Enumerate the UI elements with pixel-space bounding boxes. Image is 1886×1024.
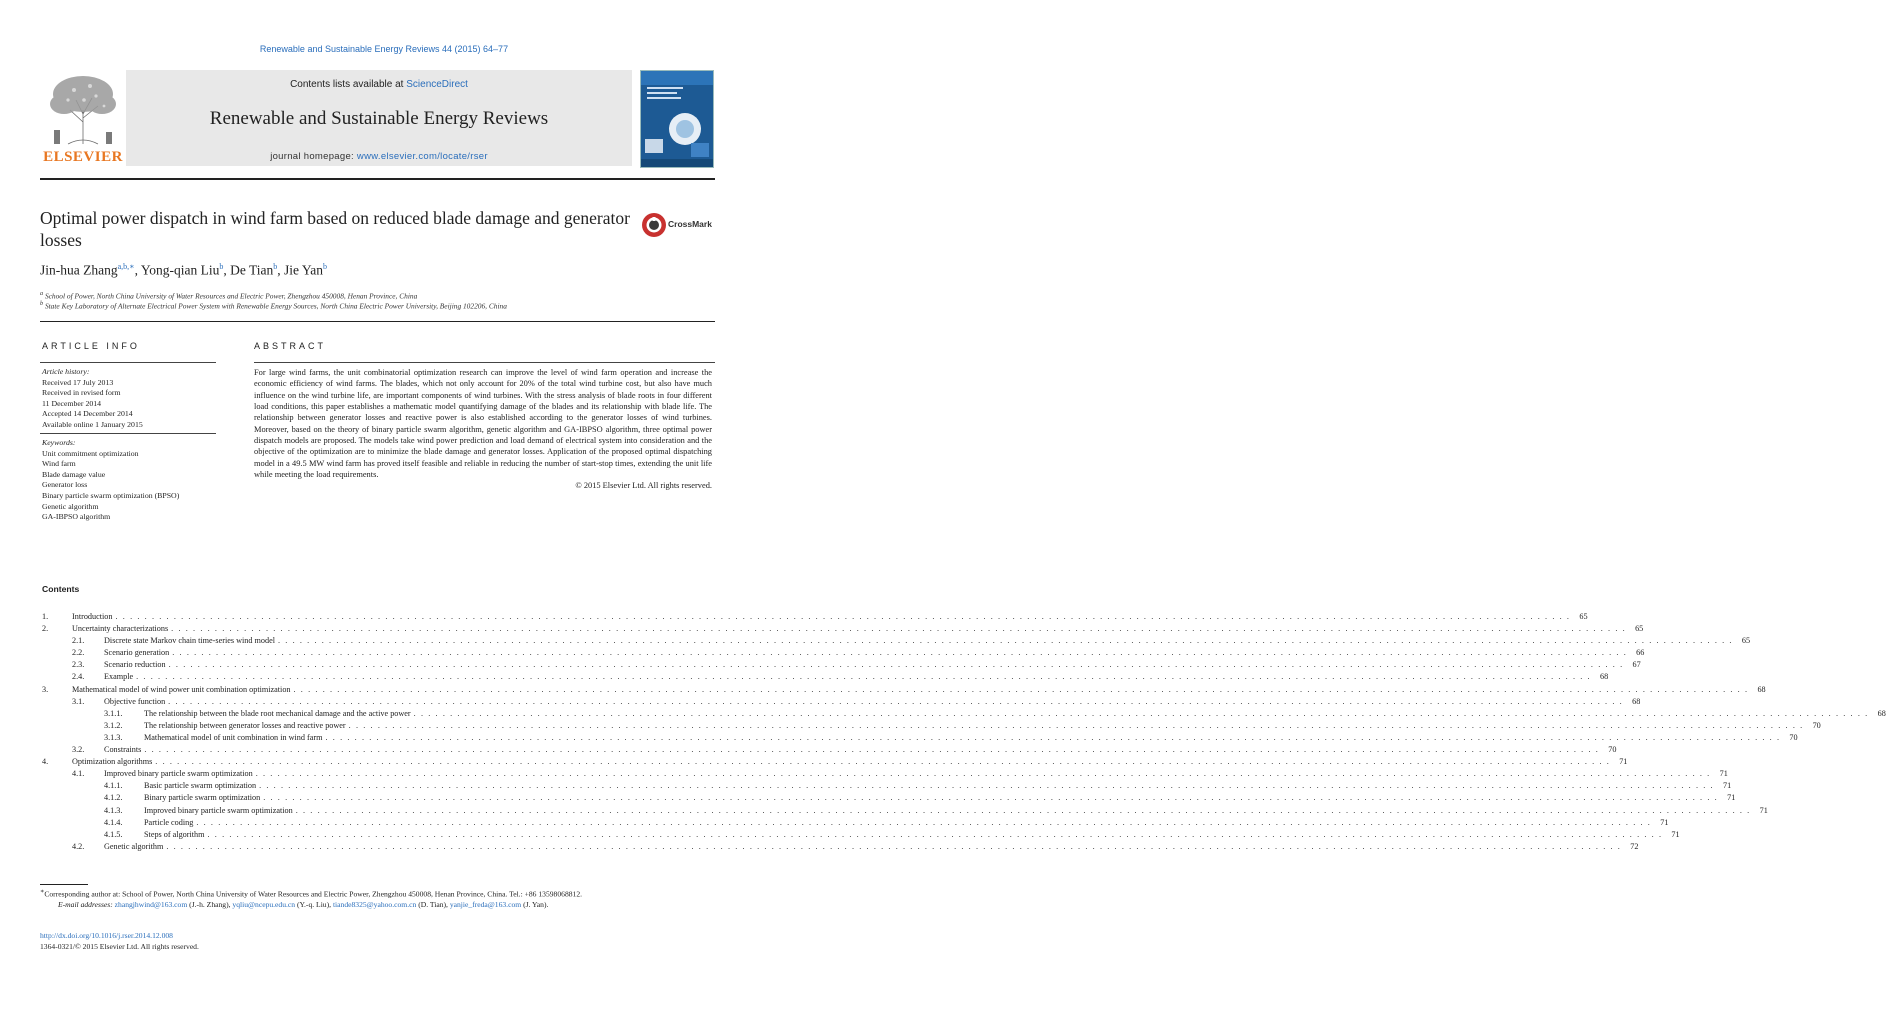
contents-available-line (126, 79, 632, 90)
toc-page: 65 (1635, 624, 1644, 634)
toc-entry[interactable] (42, 756, 1628, 768)
toc-leader: . . . . . . . . . . . . . . . . . . . . . . . . . . . . . . . . . . . . . . . . . . . . . . . . . . . . . . . . . . . . . . . . . . . . . . . . . . . . . . . . . . . . . . . . . . . . . . . . . . . . . . . . . . . . . . . . . . . . . . . . . . . . . . . . . . . . . . . . . . . . . . . . . . . . . . . . . . . . . . . . . . . . . . . . . . . . . . . . . . . . . . . . . . . . . . . . . . . . . . . . (277, 636, 1734, 646)
toc-page: 71 (1727, 793, 1736, 803)
toc-number: 4.1.5. (104, 829, 123, 839)
toc-title: Basic particle swarm optimization (144, 781, 257, 791)
contents-heading: Contents (42, 584, 80, 594)
toc-page: 70 (1812, 720, 1821, 730)
toc-leader: . . . . . . . . . . . . . . . . . . . . . . . . . . . . . . . . . . . . . . . . . . . . . . . . . . . . . . . . . . . . . . . . . . . . . . . . . . . . . . . . . . . . . . . . . . . . . . . . . . . . . . . . . . . . . . . . . . . . . . . . . . . . . . . . . . . . . . . . . . . . . . . . . . . . . . . . . . . . . . . . . . . . . . . . . . . . . . . . . . . . . . . . . . . . . . . . . . . . . . . . (166, 841, 1622, 851)
keyword: Binary particle swarm optimization (BPSO) (42, 490, 180, 500)
author-name[interactable]: Jin-hua Zhang (40, 262, 118, 278)
article-info-heading: ARTICLE INFO (42, 341, 140, 351)
crossmark-icon (641, 211, 667, 239)
toc-number: 3.1. (72, 696, 85, 706)
email-owner: (J.-h. Zhang), (189, 900, 231, 910)
email-label: E-mail addresses: (58, 900, 113, 910)
toc-page: 70 (1608, 745, 1617, 755)
toc-leader: . . . . . . . . . . . . . . . . . . . . . . . . . . . . . . . . . . . . . . . . . . . . . . . . . . . . . . . . . . . . . . . . . . . . . . . . . . . . . . . . . . . . . . . . . . . . . . . . . . . . . . . . . . . . . . . . . . . . . . . . . . . . . . . . . . . . . . . . . . . . . . . . . . . . . . . . . . . . . . . . . . . . . . . . . . . . . . . . . . . . . . . . . . . . . . . . . . . . . . . . (263, 793, 1719, 803)
toc-leader: . . . . . . . . . . . . . . . . . . . . . . . . . . . . . . . . . . . . . . . . . . . . . . . . . . . . . . . . . . . . . . . . . . . . . . . . . . . . . . . . . . . . . . . . . . . . . . . . . . . . . . . . . . . . . . . . . . . . . . . . . . . . . . . . . . . . . . . . . . . . . . . . . . . . . . . . . . . . . . . . . . . . . . . . . . . . . . . . . . . . . . . . . . . . . . . . . . . . . . . . (196, 817, 1652, 827)
toc-page: 72 (1630, 841, 1639, 851)
toc-page: 66 (1636, 648, 1645, 658)
toc-leader: . . . . . . . . . . . . . . . . . . . . . . . . . . . . . . . . . . . . . . . . . . . . . . . . . . . . . . . . . . . . . . . . . . . . . . . . . . . . . . . . . . . . . . . . . . . . . . . . . . . . . . . . . . . . . . . . . . . . . . . . . . . . . . . . . . . . . . . . . . . . . . . . . . . . . . . . . . . . . . . . . . . . . . . . . . . . . . . . . . . . . . . . . . . . . . . . . . . . . . . . (144, 745, 1600, 755)
toc-page: 68 (1877, 708, 1886, 718)
history-item: Received 17 July 2013 (42, 377, 114, 387)
email-link[interactable]: yanjie_freda@163.com (449, 900, 522, 910)
toc-leader: . . . . . . . . . . . . . . . . . . . . . . . . . . . . . . . . . . . . . . . . . . . . . . . . . . . . . . . . . . . . . . . . . . . . . . . . . . . . . . . . . . . . . . . . . . . . . . . . . . . . . . . . . . . . . . . . . . . . . . . . . . . . . . . . . . . . . . . . . . . . . . . . . . . . . . . . . . . . . . . . . . . . . . . . . . . . . . . . . . . . . . . . . . . . . . . . . . . . . . . . (325, 732, 1781, 742)
crossmark-label: CrossMark (668, 219, 712, 229)
toc-number: 2.4. (72, 672, 85, 682)
toc-number: 4.1.3. (104, 805, 123, 815)
toc-entry[interactable] (42, 817, 1669, 829)
toc-leader: . . . . . . . . . . . . . . . . . . . . . . . . . . . . . . . . . . . . . . . . . . . . . . . . . . . . . . . . . . . . . . . . . . . . . . . . . . . . . . . . . . . . . . . . . . . . . . . . . . . . . . . . . . . . . . . . . . . . . . . . . . . . . . . . . . . . . . . . . . . . . . . . . . . . . . . . . . . . . . . . . . . . . . . . . . . . . . . . . . . . . . . . . . . . . . . . . . . . . . . . (171, 624, 1627, 634)
toc-leader: . . . . . . . . . . . . . . . . . . . . . . . . . . . . . . . . . . . . . . . . . . . . . . . . . . . . . . . . . . . . . . . . . . . . . . . . . . . . . . . . . . . . . . . . . . . . . . . . . . . . . . . . . . . . . . . . . . . . . . . . . . . . . . . . . . . . . . . . . . . . . . . . . . . . . . . . . . . . . . . . . . . . . . . . . . . . . . . . . . . . . . . . . . . . . . . . . . . . . . . . (115, 612, 1571, 621)
toc-number: 1. (42, 612, 49, 621)
toc-number: 3.1.2. (104, 720, 123, 730)
toc-title: Objective function (104, 696, 166, 706)
toc-title: The relationship between the blade root mechanical damage and the active power (144, 708, 411, 718)
elsevier-wordmark: ELSEVIER (43, 149, 123, 165)
toc-leader: . . . . . . . . . . . . . . . . . . . . . . . . . . . . . . . . . . . . . . . . . . . . . . . . . . . . . . . . . . . . . . . . . . . . . . . . . . . . . . . . . . . . . . . . . . . . . . . . . . . . . . . . . . . . . . . . . . . . . . . . . . . . . . . . . . . . . . . . . . . . . . . . . . . . . . . . . . . . . . . . . . . . . . . . . . . . . . . . . . . . . . . . . . . . . . . . . . . . . . . . (207, 829, 1663, 839)
toc-page: 65 (1741, 636, 1751, 646)
keywords (42, 438, 218, 523)
toc-page: 71 (1671, 829, 1680, 839)
toc-number: 4.1.2. (104, 793, 123, 803)
toc-page: 71 (1660, 817, 1669, 827)
author-separator: , (134, 262, 141, 278)
toc-page: 71 (1759, 805, 1768, 815)
toc-entry[interactable] (42, 841, 1639, 853)
email-link[interactable]: tiande8325@yahoo.com.cn (332, 900, 417, 910)
toc-page: 71 (1723, 781, 1732, 791)
abstract-copyright: © 2015 Elsevier Ltd. All rights reserved. (575, 481, 712, 491)
toc-entry[interactable] (42, 829, 1680, 841)
toc-page: 70 (1789, 732, 1798, 742)
toc-entry[interactable] (42, 671, 1609, 683)
abstract-text: For large wind farms, the unit combinatorial optimization research can improve the level of wind farm operation and increase the economic efficiency of wind farms. The blades, which not only account for 20% of the total wind turbine cost, but also have much influence on the wind turbine life, are important components of wind turbines. With the stress analysis of blade roots in four different load conditions, this paper establishes a mathematic model quantifying damage of the blades and its relationship with blade life. The relationship between generator losses and reactive power is also established according to the generator losses of wind turbines. Moreover, based on the theory of binary particle swarm algorithm, genetic algorithm and GA-IBPSO algorithm, three optimal power dispatch models are proposed. The models take wind power prediction and load demand of electrical system into consideration and the objective of the optimization are to minimize the blade damage and generator losses. Application of the proposed optimal dispatching model in a 49.5 MW wind farm has proved itself feasible and reliable in reducing the number of start-stop times, extending the unit life while meeting the load requirements. (254, 368, 712, 480)
elsevier-logo (40, 70, 126, 166)
toc-leader: . . . . . . . . . . . . . . . . . . . . . . . . . . . . . . . . . . . . . . . . . . . . . . . . . . . . . . . . . . . . . . . . . . . . . . . . . . . . . . . . . . . . . . . . . . . . . . . . . . . . . . . . . . . . . . . . . . . . . . . . . . . . . . . . . . . . . . . . . . . . . . . . . . . . . . . . . . . . . . . . . . . . . . . . . . . . . . . . . . . . . . . . . . . . . . . . . . . . . . . . (136, 672, 1592, 682)
toc-entry[interactable] (42, 780, 1732, 792)
author-name[interactable]: Jie Yan (284, 262, 324, 278)
keywords-label: Keywords: (42, 438, 76, 447)
affiliation-mark: b (40, 301, 44, 307)
email-link[interactable]: zhangjhwind@163.com (114, 900, 188, 910)
masthead-banner (126, 70, 632, 166)
author-separator: , (223, 262, 231, 278)
toc-title: Mathematical model of wind power unit combination optimization (72, 684, 291, 694)
toc-title: Uncertainty characterizations (72, 624, 169, 634)
toc-entry[interactable] (42, 659, 1641, 671)
keyword: Genetic algorithm (42, 501, 99, 511)
journal-reference-link[interactable]: Renewable and Sustainable Energy Reviews 44 (2015) 64–77 (259, 44, 509, 54)
keyword: GA-IBPSO algorithm (42, 512, 111, 522)
toc-entry[interactable] (42, 720, 1821, 732)
author-list (40, 262, 715, 279)
doi-block (40, 931, 199, 953)
toc-page: 71 (1719, 769, 1728, 779)
email-link[interactable]: yqliu@ncepu.edu.cn (232, 900, 296, 910)
journal-homepage-line (126, 151, 632, 162)
toc-title: The relationship between generator losses and reactive power (144, 720, 346, 730)
contents-prefix: Contents lists available at (290, 79, 407, 90)
toc-number: 3. (42, 684, 49, 694)
footnote-rule (40, 884, 88, 885)
toc-title: Genetic algorithm (104, 841, 164, 851)
toc-leader: . . . . . . . . . . . . . . . . . . . . . . . . . . . . . . . . . . . . . . . . . . . . . . . . . . . . . . . . . . . . . . . . . . . . . . . . . . . . . . . . . . . . . . . . . . . . . . . . . . . . . . . . . . . . . . . . . . . . . . . . . . . . . . . . . . . . . . . . . . . . . . . . . . . . . . . . . . . . . . . . . . . . . . . . . . . . . . . . . . . . . . . . . . . . . . . . . . . . . . . . (259, 781, 1715, 791)
toc-title: Example (104, 672, 134, 682)
toc-number: 4.1. (72, 769, 85, 779)
toc-entry[interactable] (42, 708, 1886, 720)
toc-number: 2.1. (72, 636, 85, 646)
toc-number: 2. (42, 624, 49, 634)
toc-entry[interactable] (42, 805, 1768, 817)
keyword: Unit commitment optimization (42, 448, 139, 458)
abstract-heading: ABSTRACT (254, 341, 327, 351)
article-info-divider (40, 433, 216, 434)
toc-entry[interactable] (42, 684, 1766, 696)
toc-number: 3.1.1. (104, 708, 123, 718)
footnote-mark: ∗ (40, 888, 45, 895)
author-name[interactable]: De Tian (230, 262, 274, 278)
table-of-contents (42, 611, 1886, 853)
toc-entry[interactable] (42, 744, 1617, 756)
toc-title: Introduction (72, 612, 113, 621)
keyword: Wind farm (42, 459, 76, 469)
toc-title: Constraints (104, 745, 142, 755)
toc-title: Particle coding (144, 817, 194, 827)
doi-link[interactable]: http://dx.doi.org/10.1016/j.rser.2014.12.008 (40, 931, 173, 940)
history-item: 11 December 2014 (42, 398, 102, 408)
corresponding-text: Corresponding author at: School of Power, North China University of Water Resources and Electric Power, Zhengzhou 450008, Henan Province, China. Tel.: +86 13598068812. (44, 889, 583, 899)
abstract-rule (254, 362, 715, 363)
section-rule (40, 321, 715, 322)
journal-masthead (40, 70, 715, 168)
toc-entry[interactable] (42, 768, 1728, 780)
email-owner: (Y.-q. Liu), (297, 900, 332, 910)
article-history-label: Article history: (42, 367, 90, 376)
header-rule (40, 178, 715, 180)
toc-leader: . . . . . . . . . . . . . . . . . . . . . . . . . . . . . . . . . . . . . . . . . . . . . . . . . . . . . . . . . . . . . . . . . . . . . . . . . . . . . . . . . . . . . . . . . . . . . . . . . . . . . . . . . . . . . . . . . . . . . . . . . . . . . . . . . . . . . . . . . . . . . . . . . . . . . . . . . . . . . . . . . . . . . . . . . . . . . . . . . . . . . . . . . . . . . . . . . . . . . . . . (413, 708, 1869, 718)
toc-leader: . . . . . . . . . . . . . . . . . . . . . . . . . . . . . . . . . . . . . . . . . . . . . . . . . . . . . . . . . . . . . . . . . . . . . . . . . . . . . . . . . . . . . . . . . . . . . . . . . . . . . . . . . . . . . . . . . . . . . . . . . . . . . . . . . . . . . . . . . . . . . . . . . . . . . . . . . . . . . . . . . . . . . . . . . . . . . . . . . . . . . . . . . . . . . . . . . . . . . . . . (172, 648, 1628, 658)
keyword: Generator loss (42, 480, 88, 490)
history-item: Available online 1 January 2015 (42, 419, 143, 429)
toc-number: 4. (42, 757, 49, 767)
toc-entry[interactable] (42, 611, 1588, 623)
toc-entry[interactable] (42, 623, 1644, 635)
toc-number: 4.2. (72, 841, 85, 851)
toc-title: Steps of algorithm (144, 829, 205, 839)
affiliation (40, 291, 715, 300)
journal-title: Renewable and Sustainable Energy Reviews (209, 108, 549, 129)
toc-title: Binary particle swarm optimization (144, 793, 261, 803)
toc-leader: . . . . . . . . . . . . . . . . . . . . . . . . . . . . . . . . . . . . . . . . . . . . . . . . . . . . . . . . . . . . . . . . . . . . . . . . . . . . . . . . . . . . . . . . . . . . . . . . . . . . . . . . . . . . . . . . . . . . . . . . . . . . . . . . . . . . . . . . . . . . . . . . . . . . . . . . . . . . . . . . . . . . . . . . . . . . . . . . . . . . . . . . . . . . . . . . . . . . . . . . (155, 757, 1611, 767)
author-affiliation-mark[interactable]: a,b,∗ (117, 262, 135, 271)
email-owner: (D. Tian), (418, 900, 448, 910)
toc-leader: . . . . . . . . . . . . . . . . . . . . . . . . . . . . . . . . . . . . . . . . . . . . . . . . . . . . . . . . . . . . . . . . . . . . . . . . . . . . . . . . . . . . . . . . . . . . . . . . . . . . . . . . . . . . . . . . . . . . . . . . . . . . . . . . . . . . . . . . . . . . . . . . . . . . . . . . . . . . . . . . . . . . . . . . . . . . . . . . . . . . . . . . . . . . . . . . . . . . . . . . (168, 696, 1624, 706)
author-affiliation-mark[interactable]: b (273, 262, 278, 271)
toc-leader: . . . . . . . . . . . . . . . . . . . . . . . . . . . . . . . . . . . . . . . . . . . . . . . . . . . . . . . . . . . . . . . . . . . . . . . . . . . . . . . . . . . . . . . . . . . . . . . . . . . . . . . . . . . . . . . . . . . . . . . . . . . . . . . . . . . . . . . . . . . . . . . . . . . . . . . . . . . . . . . . . . . . . . . . . . . . . . . . . . . . . . . . . . . . . . . . . . . . . . . . (168, 660, 1624, 670)
toc-page: 68 (1632, 696, 1641, 706)
toc-number: 2.2. (72, 648, 85, 658)
toc-entry[interactable] (42, 635, 1751, 647)
history-item: Accepted 14 December 2014 (42, 409, 133, 419)
toc-entry[interactable] (42, 696, 1641, 708)
article-info-rule (40, 362, 216, 363)
paper-title: Optimal power dispatch in wind farm based on reduced blade damage and generator losses (40, 208, 630, 250)
toc-page: 71 (1619, 757, 1628, 767)
affiliation-text: State Key Laboratory of Alternate Electrical Power System with Renewable Energy Sources, North China Electric Power University, Beijing 102206, China (44, 301, 507, 311)
author-name[interactable]: Yong-qian Liu (140, 262, 220, 278)
toc-number: 2.3. (72, 660, 85, 670)
corresponding-author-footnote (40, 887, 715, 911)
toc-page: 68 (1600, 672, 1609, 682)
toc-title: Improved binary particle swarm optimization (144, 805, 293, 815)
toc-title: Improved binary particle swarm optimization (104, 769, 253, 779)
toc-number: 3.2. (72, 745, 85, 755)
toc-page: 65 (1579, 612, 1588, 621)
elsevier-tree-icon (40, 70, 126, 148)
toc-leader: . . . . . . . . . . . . . . . . . . . . . . . . . . . . . . . . . . . . . . . . . . . . . . . . . . . . . . . . . . . . . . . . . . . . . . . . . . . . . . . . . . . . . . . . . . . . . . . . . . . . . . . . . . . . . . . . . . . . . . . . . . . . . . . . . . . . . . . . . . . . . . . . . . . . . . . . . . . . . . . . . . . . . . . . . . . . . . . . . . . . . . . . . . . . . . . . . . . . . . . . (255, 769, 1711, 779)
affiliation (40, 301, 715, 310)
homepage-prefix: journal homepage: (270, 151, 357, 162)
keyword: Blade damage value (42, 469, 106, 479)
toc-title: Discrete state Markov chain time-series wind model (104, 636, 275, 646)
toc-title: Mathematical model of unit combination in wind farm (144, 732, 323, 742)
toc-title: Scenario generation (104, 648, 170, 658)
author-affiliation-mark[interactable]: b (219, 262, 224, 271)
issn-copyright: 1364-0321/© 2015 Elsevier Ltd. All rights reserved. (40, 941, 199, 951)
toc-page: 68 (1757, 684, 1766, 694)
affiliation-mark: a (40, 291, 44, 297)
toc-number: 4.1.4. (104, 817, 123, 827)
author-affiliation-mark[interactable]: b (323, 262, 328, 271)
toc-page: 67 (1632, 660, 1641, 670)
author-separator: , (277, 262, 285, 278)
article-history (42, 367, 218, 431)
toc-title: Optimization algorithms (72, 757, 153, 767)
toc-leader: . . . . . . . . . . . . . . . . . . . . . . . . . . . . . . . . . . . . . . . . . . . . . . . . . . . . . . . . . . . . . . . . . . . . . . . . . . . . . . . . . . . . . . . . . . . . . . . . . . . . . . . . . . . . . . . . . . . . . . . . . . . . . . . . . . . . . . . . . . . . . . . . . . . . . . . . . . . . . . . . . . . . . . . . . . . . . . . . . . . . . . . . . . . . . . . . . . . . . . . . (295, 805, 1751, 815)
toc-entry[interactable] (42, 647, 1645, 659)
toc-leader: . . . . . . . . . . . . . . . . . . . . . . . . . . . . . . . . . . . . . . . . . . . . . . . . . . . . . . . . . . . . . . . . . . . . . . . . . . . . . . . . . . . . . . . . . . . . . . . . . . . . . . . . . . . . . . . . . . . . . . . . . . . . . . . . . . . . . . . . . . . . . . . . . . . . . . . . . . . . . . . . . . . . . . . . . . . . . . . . . . . . . . . . . . . . . . . . . . . . . . . . (348, 720, 1804, 730)
footnote-emails (40, 900, 715, 911)
toc-number: 3.1.3. (104, 732, 123, 742)
toc-number: 4.1.1. (104, 781, 123, 791)
journal-cover-image (641, 71, 713, 167)
abstract-body (254, 367, 712, 492)
footnote-corresponding (40, 887, 715, 900)
journal-cover-thumbnail (640, 70, 714, 168)
toc-leader: . . . . . . . . . . . . . . . . . . . . . . . . . . . . . . . . . . . . . . . . . . . . . . . . . . . . . . . . . . . . . . . . . . . . . . . . . . . . . . . . . . . . . . . . . . . . . . . . . . . . . . . . . . . . . . . . . . . . . . . . . . . . . . . . . . . . . . . . . . . . . . . . . . . . . . . . . . . . . . . . . . . . . . . . . . . . . . . . . . . . . . . . . . . . . . . . . . . . . . . . (293, 684, 1749, 694)
toc-title: Scenario reduction (104, 660, 166, 670)
journal-homepage-link[interactable]: www.elsevier.com/locate/rser (356, 151, 488, 162)
email-owner: (J. Yan). (523, 900, 549, 910)
crossmark-badge[interactable] (641, 211, 717, 241)
history-item: Received in revised form (42, 388, 121, 398)
toc-entry[interactable] (42, 732, 1798, 744)
sciencedirect-link[interactable]: ScienceDirect (406, 79, 468, 90)
affiliation-text: School of Power, North China University of Water Resources and Electric Power, Zhengzhou 450008, Henan Province, China (44, 291, 418, 301)
toc-entry[interactable] (42, 792, 1736, 804)
